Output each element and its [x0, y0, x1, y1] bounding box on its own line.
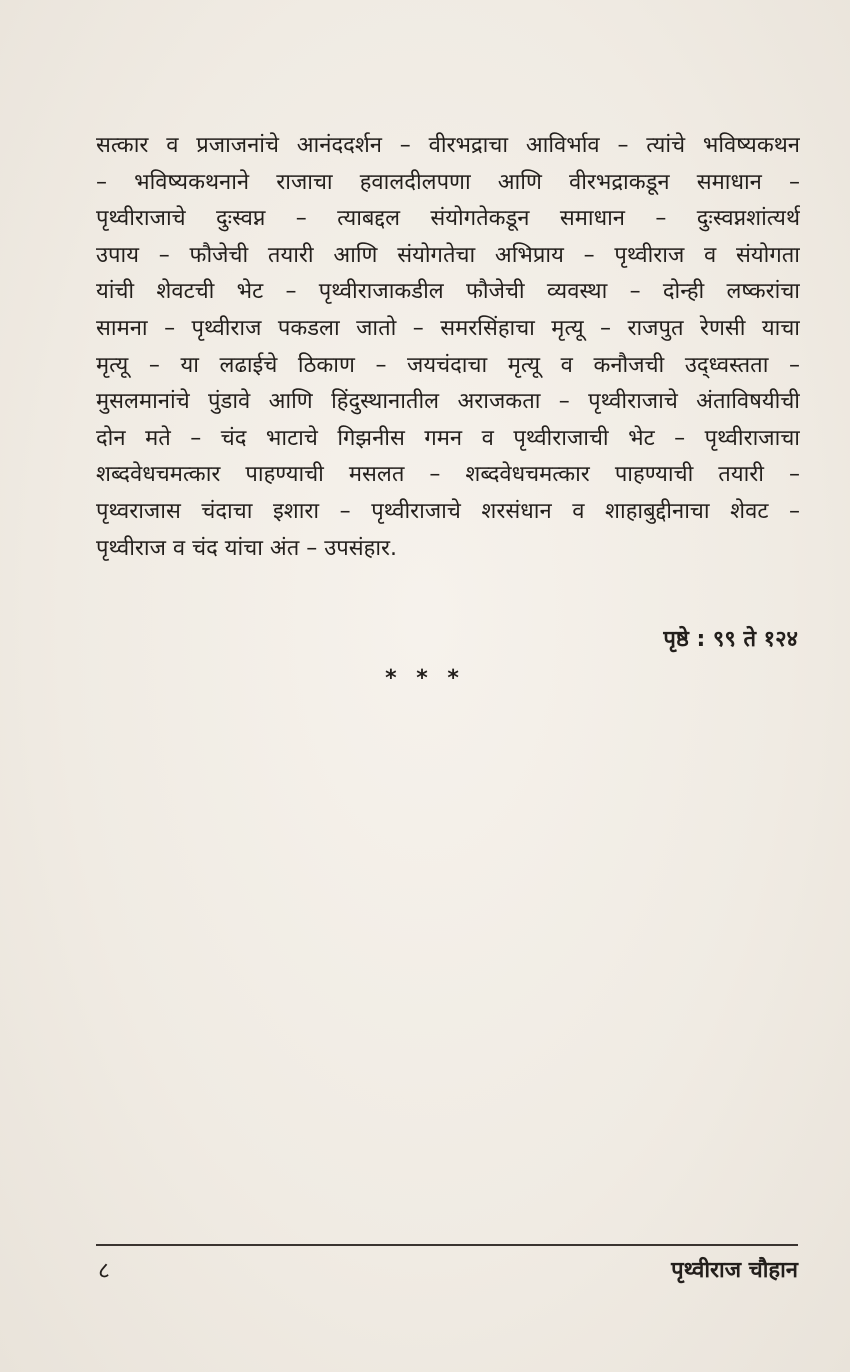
body-line: मुसलमानांचे पुंडावे आणि हिंदुस्थानातील अराजकता – पृथ्वीराजाचे अंताविषयीची	[96, 389, 800, 415]
body-line: यांची शेवटची भेट – पृथ्वीराजाकडील फौजेची व्यवस्था – दोन्ही लष्करांचा	[96, 279, 800, 305]
body-line: – भविष्यकथनाने राजाचा हवालदीलपणा आणि वीरभद्राकडून समाधान –	[96, 169, 800, 195]
body-line: सत्कार व प्रजाजनांचे आनंददर्शन – वीरभद्राचा आविर्भाव – त्यांचे भविष्यकथन	[96, 133, 800, 158]
body-line: पृथ्वीराजाचे दुःस्वप्न – त्याबद्दल संयोगतेकडून समाधान – दुःस्वप्नशांत्यर्थ	[96, 206, 800, 232]
body-line: दोन मते – चंद भाटाचे गिझनीस गमन व पृथ्वीराजाची भेट – पृथ्वीराजाचा	[96, 425, 800, 451]
running-title: पृथ्वीराज चौहान	[671, 1258, 798, 1283]
section-separator: * * *	[385, 666, 465, 691]
page-number: ८	[98, 1258, 110, 1284]
footer-divider	[96, 1244, 798, 1246]
body-line: उपाय – फौजेची तयारी आणि संयोगतेचा अभिप्राय – पृथ्वीराज व संयोगता	[96, 242, 800, 268]
body-line-last: पृथ्वीराज व चंद यांचा अंत – उपसंहार.	[96, 535, 398, 561]
body-line: शब्दवेधचमत्कार पाहण्याची मसलत – शब्दवेधचमत्कार पाहण्याची तयारी –	[96, 462, 800, 488]
page-range-reference: पृष्ठे : ९९ ते १२४	[663, 627, 798, 652]
body-line: मृत्यू – या लढाईचे ठिकाण – जयचंदाचा मृत्यू व कनौजची उद्‌ध्वस्तता –	[96, 352, 800, 378]
body-line: पृथ्वराजास चंदाचा इशारा – पृथ्वीराजाचे शरसंधान व शाहाबुद्दीनाचा शेवट –	[96, 498, 800, 524]
body-line: सामना – पृथ्वीराज पकडला जातो – समरसिंहाचा मृत्यू – राजपुत रेणसी याचा	[96, 315, 800, 341]
chapter-summary	[96, 128, 800, 567]
